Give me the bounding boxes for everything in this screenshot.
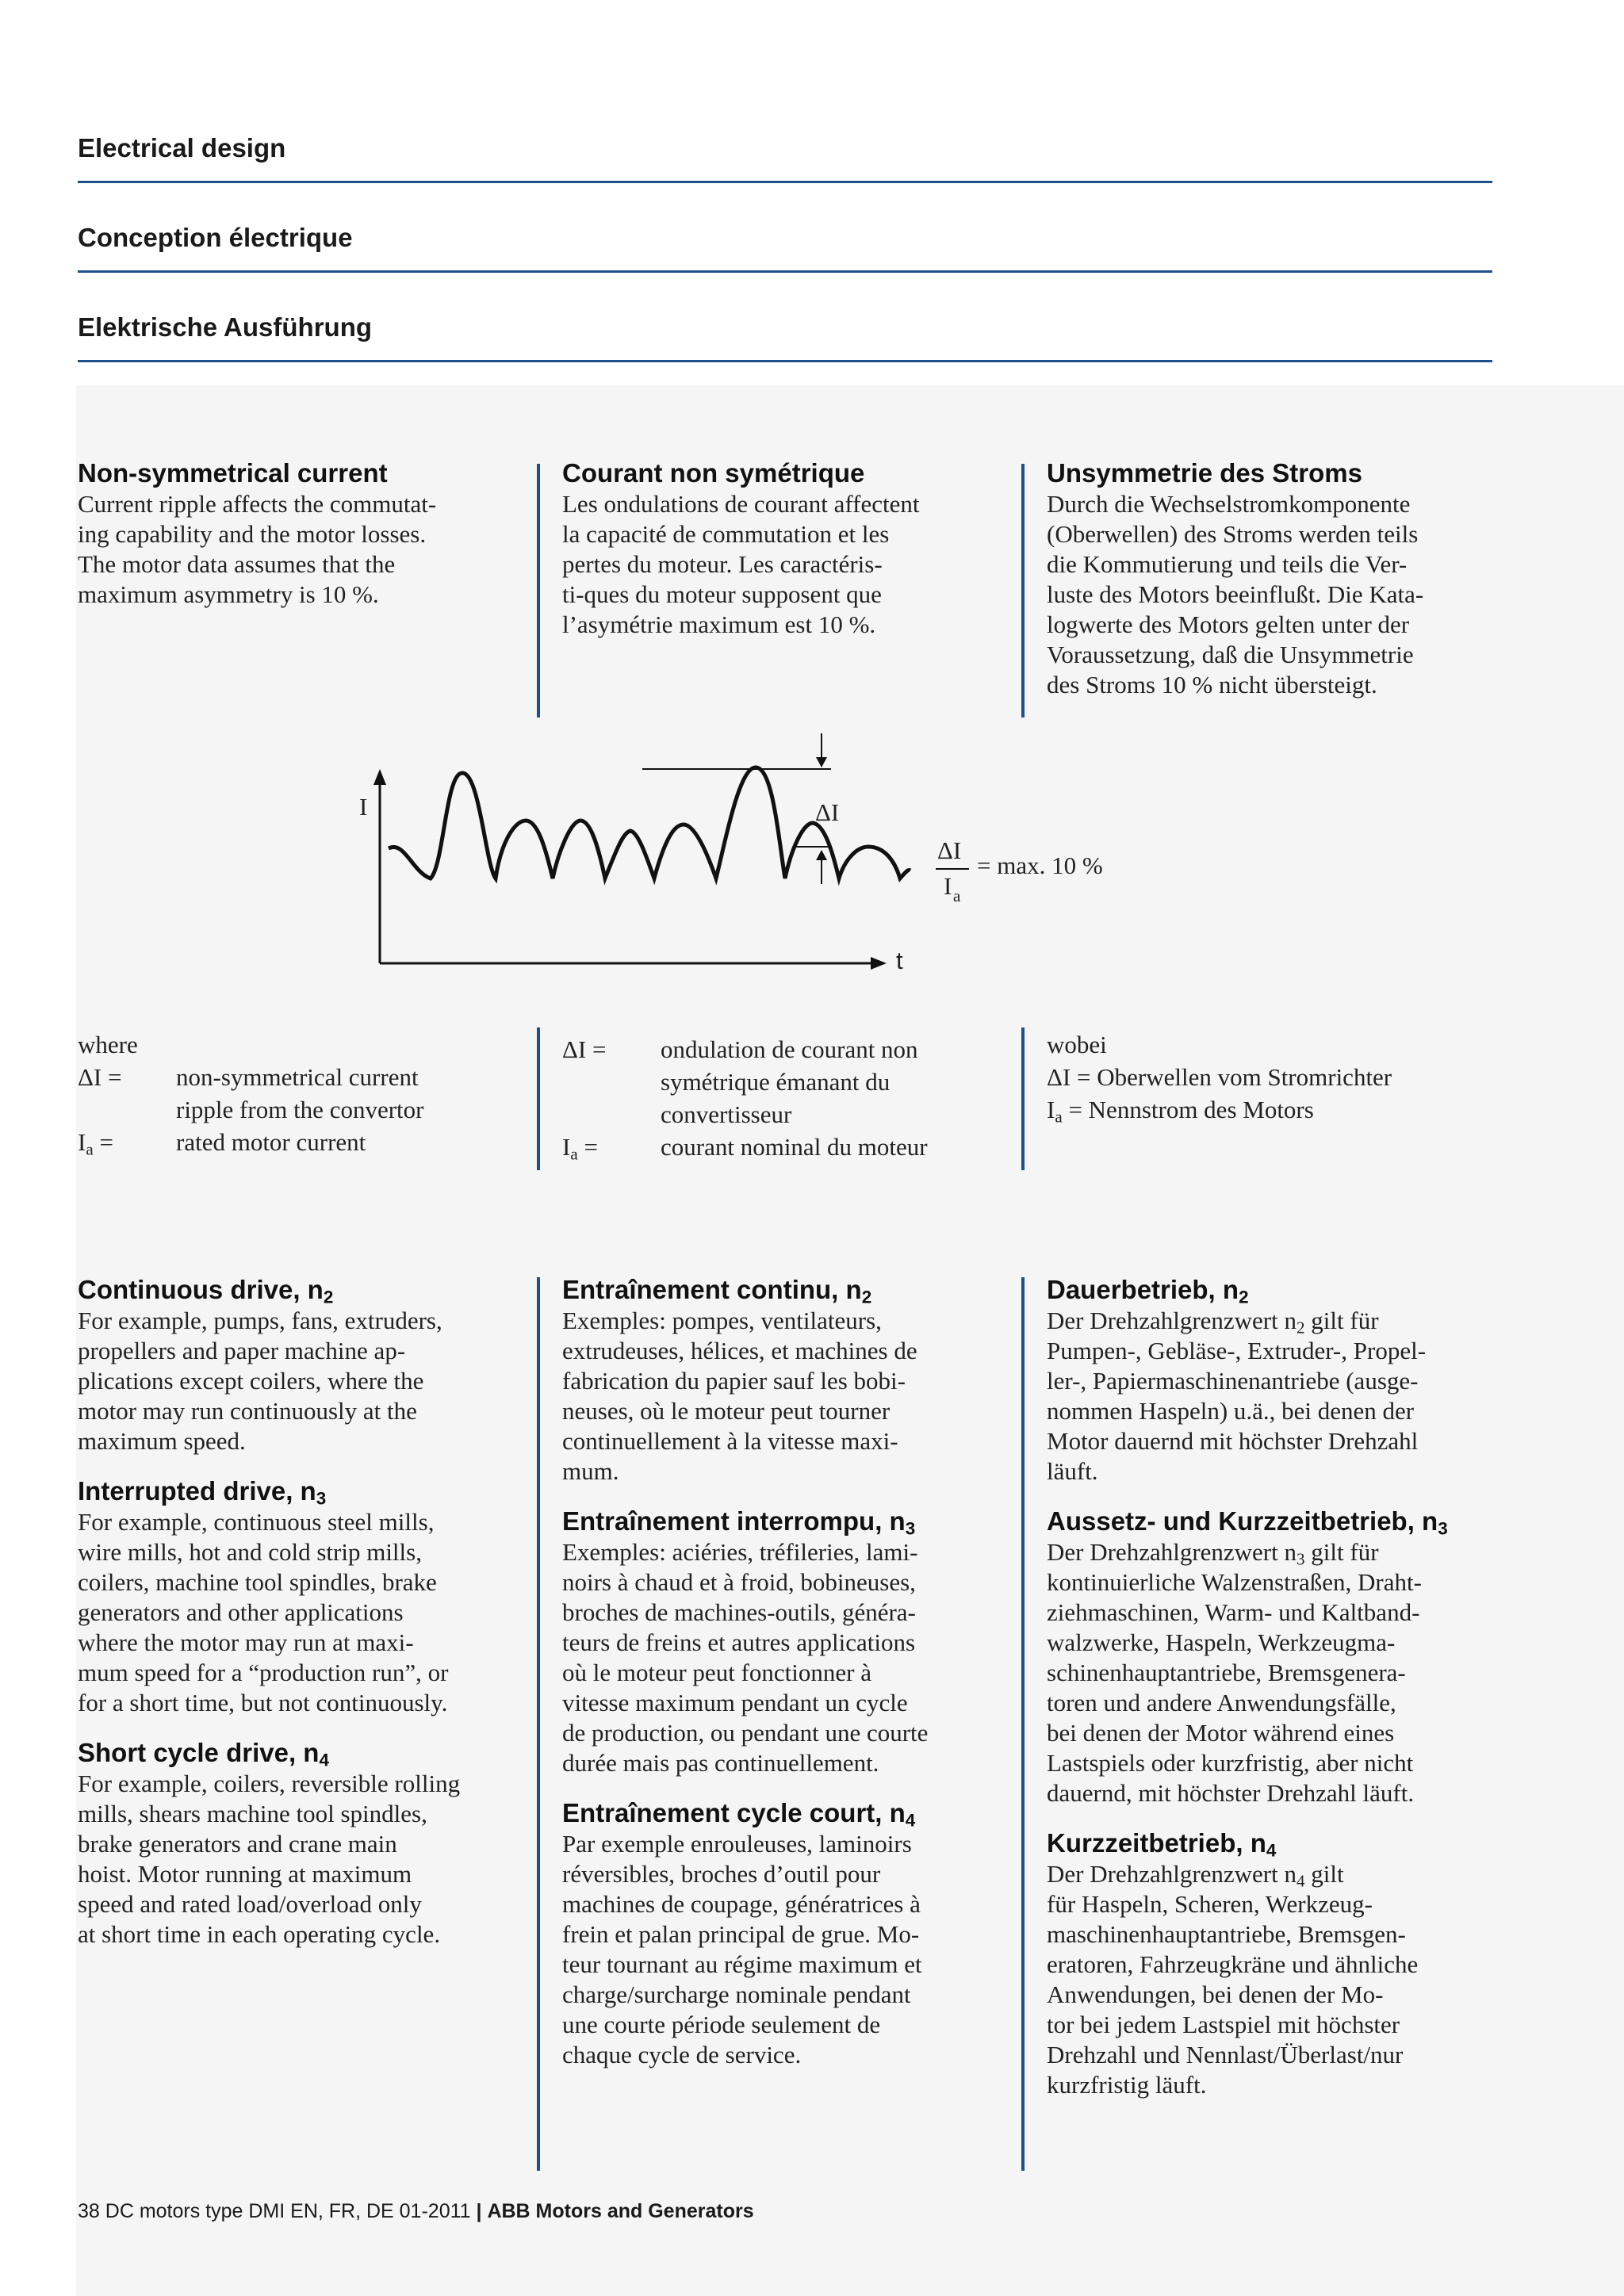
section-title: Continuous drive, $n_2$ <box>78 1275 334 1307</box>
section-body: For example, continuous steel mills, wire mills, hot and cold strip mills, coilers, machine tool spindles, brake generators and other applications where the motor may run at maxi- mum speed for a “production run”, or for a short time, but not continuously. <box>78 1508 449 1716</box>
section-body: For example, pumps, fans, extruders, propellers and paper machine ap- plications except coilers, where the motor may run continuously at the maximum speed. <box>78 1307 442 1455</box>
drive-section <box>78 1737 530 1950</box>
document-title: DC motors type DMI EN, FR, DE 01-2011 <box>105 2200 471 2222</box>
ratio-denominator: I <box>944 872 952 900</box>
column-divider-bottom-1 <box>537 1277 540 2171</box>
section-title: Entraînement continu, $n_2$ <box>562 1275 872 1307</box>
y-axis-label: I <box>359 793 368 821</box>
definition-row <box>78 1126 522 1158</box>
definitions-intro: where <box>78 1031 138 1058</box>
heading-de: Elektrische Ausführung <box>78 312 373 342</box>
section-title: Unsymmetrie des Stroms <box>1047 458 1362 488</box>
section-body: Current ripple affects the commutat- ing capability and the motor losses. The motor data assumes that the maximum asymmetry is 10 %. <box>78 490 437 608</box>
ratio-numerator: ΔI <box>937 836 962 864</box>
brand-name: ABB Motors and Generators <box>487 2200 754 2222</box>
page-number: 38 <box>78 2200 100 2222</box>
ratio-rhs: = max. 10 % <box>977 851 1103 879</box>
page-footer <box>78 2200 754 2223</box>
definition-line: ΔI = Oberwellen vom Stromrichter <box>1047 1063 1392 1091</box>
definition-row <box>78 1061 522 1126</box>
definition-symbol: $I_a$ = <box>78 1128 113 1159</box>
section-body: Der Drehzahlgrenzwert $n_4$ gilt für Haspeln, Scheren, Werkzeug- maschinenhauptantriebe, Bremsgen- eratoren, Fahrzeugkräne und ähnliche Anwendungen, bei denen der Mo- tor bei jedem Lastspiel mit höchster Drehzahl und Nennlast/Überlast/nur kurzfristig läuft. <box>1047 1860 1419 2099</box>
section-body: Der Drehzahlgrenzwert $n_2$ gilt für Pumpen-, Gebläse-, Extruder-, Propel- ler-, Papiermaschinenantriebe (ausge- nommen Haspeln) u.ä., bei denen der Motor dauernd mit höchster Drehzahl läuft. <box>1047 1307 1427 1485</box>
delta-arrowhead-down <box>816 757 827 767</box>
section-title: Courant non symétrique <box>562 458 865 488</box>
definitions-de <box>1047 1028 1499 1126</box>
definition-text: courant nominal du moteur <box>661 1133 928 1161</box>
column-divider-mid-1 <box>537 1027 540 1170</box>
section-body: Durch die Wechselstromkomponente (Oberwellen) des Stroms werden teils die Kommutierung und teils die Ver- luste des Motors beeinflußt. Die Kata- logwerte des Motors gelten unter der Voraussetzung, daß die Unsymmetrie des Stroms 10 % nicht übersteigt. <box>1047 490 1424 698</box>
definitions-en <box>78 1028 522 1158</box>
drives-fr <box>562 1274 1014 2070</box>
column-divider-mid-2 <box>1021 1027 1025 1170</box>
drive-section <box>562 1506 1014 1778</box>
drive-section <box>1047 1274 1499 1487</box>
heading-en: Electrical design <box>78 133 286 163</box>
section-body: Exemples: aciéries, tréfileries, lami- noirs à chaud et à froid, bobineuses, broches de machines-outils, généra- teurs de freins et autres applications où le moteur peut fonctionner à vitesse maximum pendant un cycle de production, ou pendant une courte durée mais pas continuellement. <box>562 1538 929 1777</box>
section-title: Short cycle drive, $n_4$ <box>78 1738 329 1770</box>
drive-section <box>1047 1827 1499 2100</box>
section-title: Kurzzeitbetrieb, $n_4$ <box>1047 1828 1277 1861</box>
y-axis-arrowhead <box>373 769 386 785</box>
section-body: For example, coilers, reversible rolling mills, shears machine tool spindles, brake generators and crane main hoist. Motor running at maximum speed and rated load/overload only at short time in each operating cycle. <box>78 1770 461 1948</box>
section-body: Les ondulations de courant affectent la capacité de commutation et les pertes du moteur. Les caractéris- ti-ques du moteur supposent que l’asymétrie maximum est 10 %. <box>562 490 920 638</box>
definition-text: non-symmetrical current ripple from the convertor <box>176 1063 424 1123</box>
drives-en <box>78 1274 530 1950</box>
x-axis-arrowhead <box>871 957 887 970</box>
definitions-fr <box>562 1033 1014 1163</box>
definition-symbol: ΔI = <box>562 1035 607 1063</box>
definition-symbol: $I_a$ = <box>562 1133 598 1164</box>
delta-label: ΔI <box>815 798 840 826</box>
drive-section <box>562 1797 1014 2070</box>
definition-row <box>562 1131 1014 1163</box>
section-body: Par exemple enrouleuses, laminoirs réversibles, broches d’outil pour machines de coupage, génératrices à frein et palan principal de grue. Mo- teur tournant au régime maximum et charge/surcharge nominale pendant une courte période seulement de chaque cycle de service. <box>562 1830 922 2068</box>
drive-section <box>1047 1506 1499 1808</box>
drive-section <box>78 1475 530 1718</box>
section-title: Dauerbetrieb, $n_2$ <box>1047 1275 1249 1307</box>
drive-section <box>562 1274 1014 1487</box>
ratio-denominator-subscript: a <box>953 886 961 905</box>
section-body: Der Drehzahlgrenzwert $n_3$ gilt für kontinuierliche Walzenstraßen, Draht- ziehmaschinen, Warm- und Kaltband- walzwerke, Haspeln, Werkzeugma- schinenhauptantriebe, Bremsgenera- toren und andere Anwendungsfälle, bei denen der Motor während eines Lastspiels oder kurzfristig, aber nicht dauernd, mit höchster Drehzahl läuft. <box>1047 1538 1422 1807</box>
footer-separator: | <box>476 2200 482 2222</box>
section-body: Exemples: pompes, ventilateurs, extrudeuses, hélices, et machines de fabrication du papier sauf les bobi- neuses, où le moteur peut tourner continuellement à la vitesse maxi- mum. <box>562 1307 917 1485</box>
column-divider-bottom-2 <box>1021 1277 1025 2171</box>
x-axis-label: t <box>896 947 903 974</box>
section-title: Non-symmetrical current <box>78 458 388 488</box>
section-title: Entraînement interrompu, $n_3$ <box>562 1506 916 1539</box>
definition-line: $I_a$ = Nennstrom des Motors <box>1047 1096 1314 1127</box>
definition-text: ondulation de courant non symétrique émanant du convertisseur <box>661 1035 918 1128</box>
drive-section <box>78 1274 530 1456</box>
section-title: Entraînement cycle court, $n_4$ <box>562 1798 916 1831</box>
delta-arrowhead-up <box>816 850 827 860</box>
definition-row <box>562 1033 1014 1131</box>
drives-de <box>1047 1274 1499 2100</box>
heading-fr: Conception électrique <box>78 223 353 252</box>
definition-text: rated motor current <box>176 1128 366 1156</box>
current-ripple-figure <box>0 0 1624 1031</box>
section-title: Aussetz- und Kurzzeitbetrieb, $n_3$ <box>1047 1506 1448 1539</box>
definitions-intro: wobei <box>1047 1031 1107 1058</box>
definition-symbol: ΔI = <box>78 1063 122 1091</box>
section-title: Interrupted drive, $n_3$ <box>78 1476 327 1509</box>
